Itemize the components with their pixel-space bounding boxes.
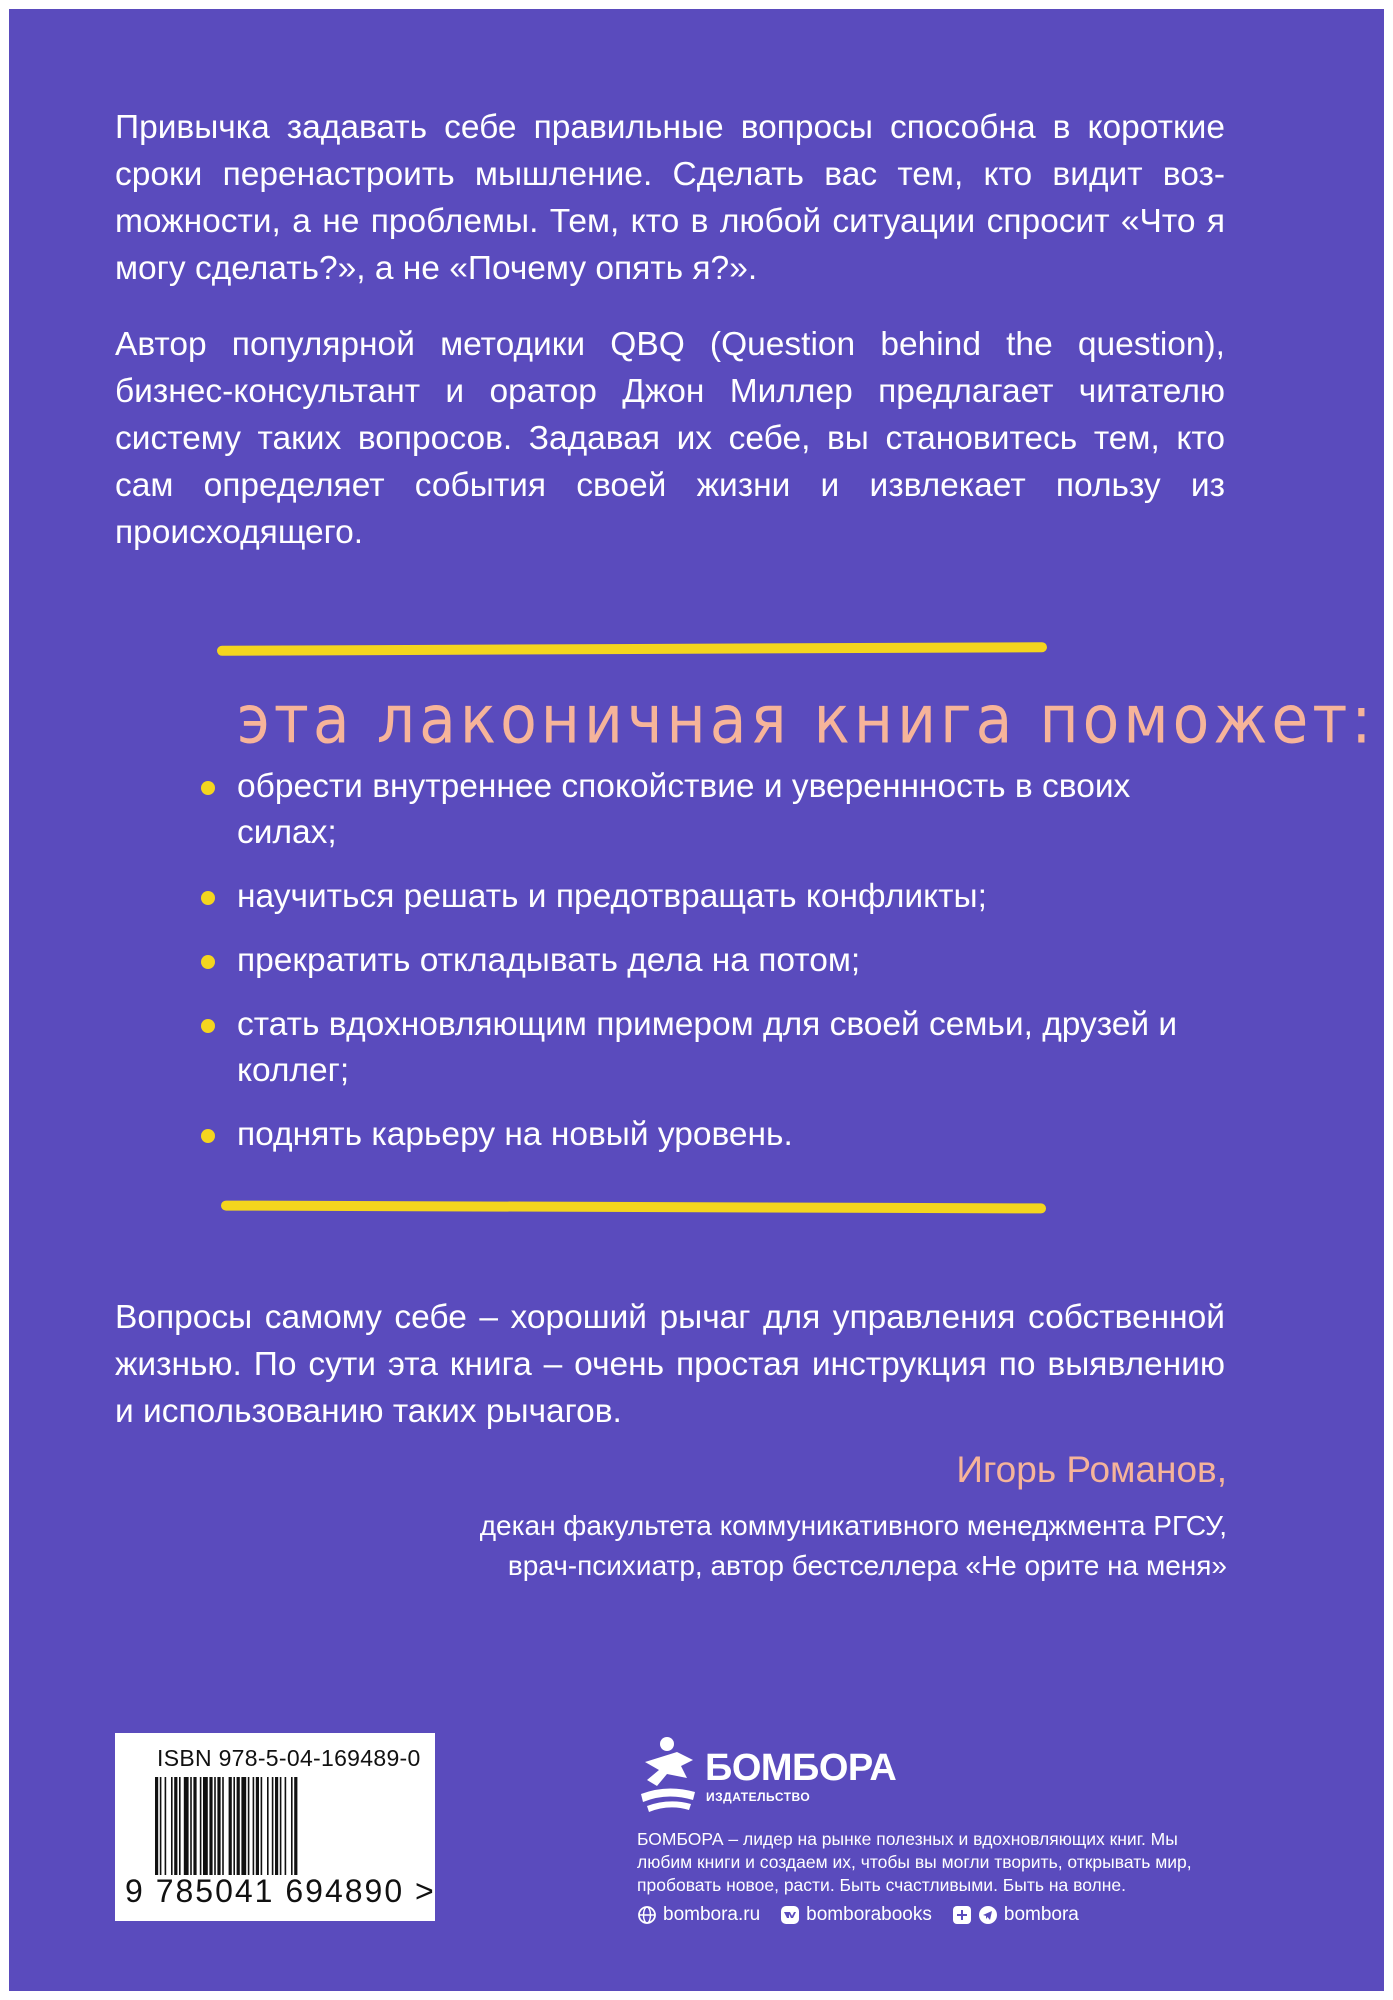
author-description-line: врач-психиатр, автор бестселлера «Не орите на меня» [507,1550,1227,1581]
barcode-bar [184,1777,189,1875]
barcode-bar [256,1777,259,1875]
barcode-bar [203,1777,208,1875]
benefit-text: научиться решать и предотвращать конфликты; [237,878,987,915]
barcode-bar [267,1777,269,1875]
benefit-item [237,938,1197,984]
barcode-bar [229,1777,232,1875]
barcode-bar [190,1777,192,1875]
quote-author-description [480,1506,1227,1586]
website-label: bombora.ru [663,1904,761,1925]
barcode-bar [275,1777,278,1875]
barcode-bar [261,1777,263,1875]
messenger-link[interactable] [952,1904,1079,1926]
barcode-bar [214,1777,216,1875]
intro-paragraph-2: Автор популярной методики QBQ (Question behind the question), бизнес-консультант и оратор Джон Миллер предлагает читателю систему таких вопросов. Задавая их себе, вы становитесь тем, кто сам определяет события своей жизни и извлекает пользу из происходящего. [115,326,1225,551]
globe-icon [637,1905,657,1925]
barcode-bar [217,1777,220,1875]
isbn-barcode [115,1733,435,1921]
barcode-bar [248,1777,250,1875]
barcode-bars [155,1777,405,1875]
vk-label: bomborabooks [806,1904,932,1925]
bullet-dot-icon [201,1129,215,1143]
publisher-socials [637,1904,1079,1926]
publisher-name: БОМБОРА [705,1747,897,1789]
bullet-dot-icon [201,891,215,905]
vk-icon [780,1905,800,1925]
barcode-bar [200,1777,202,1875]
isbn-number: ISBN 978-5-04-169489-0 [157,1745,421,1771]
barcode-bar [280,1777,282,1875]
barcode-bar [253,1777,255,1875]
publisher-description: БОМБОРА – лидер на рынке полезных и вдохновляющих книг. Мы любим книги и создаем их, чтобы вы могли творить, открывать мир, пробовать новое, расти. Быть счастливыми. Быть на волне. [637,1829,1192,1895]
book-back-cover [9,9,1384,1991]
barcode-bar [222,1777,224,1875]
barcode-bar [291,1777,293,1875]
social-label: bombora [1003,1904,1079,1925]
barcode-bar [155,1777,158,1875]
barcode-bar [272,1777,274,1875]
bombora-runner-icon [637,1734,701,1814]
barcode-bar [174,1777,177,1875]
barcode-digits: 9 785041 694890 > [125,1873,436,1909]
benefit-item [237,1002,1197,1094]
benefit-text: прекратить откладывать дела на потом; [237,942,861,979]
bullet-dot-icon [201,781,215,795]
benefit-item [237,764,1197,856]
barcode-bar [165,1777,167,1875]
author-description-line: декан факультета коммуникативного менеджмента РГСУ, [479,1510,1227,1541]
barcode-bar [160,1777,162,1875]
benefit-text: поднять карьеру на новый уровень. [237,1116,793,1153]
publisher-subtitle: ИЗДАТЕЛЬСТВО [706,1790,811,1804]
benefit-item [237,1112,1197,1158]
website-link[interactable] [637,1904,760,1926]
benefits-heading: эта лаконичная книга поможет: [237,681,1376,760]
barcode-bar [171,1777,173,1875]
yellow-brush-stroke-bottom [221,1201,1046,1214]
quote-text: Вопросы самому себе – хороший рычаг для управления собственной жизнью. По сути эта книга – очень простая инструкция по выявлению и использованию таких рычагов. [115,1299,1225,1430]
benefits-list [237,764,1197,1176]
barcode-bar [237,1777,240,1875]
benefit-text: стать вдохновляющим примером для своей семьи, друзей и коллег; [237,1006,1178,1089]
barcode-bar [193,1777,196,1875]
barcode-bar [285,1777,287,1875]
barcode-bar [233,1777,235,1875]
yellow-brush-stroke-top [217,642,1047,656]
barcode-bar [294,1777,297,1875]
bullet-dot-icon [201,955,215,969]
plus-square-icon [952,1905,972,1925]
barcode-bar [209,1777,212,1875]
telegram-icon [978,1905,998,1925]
publisher-logo [637,1734,897,1814]
barcode-bar [179,1777,181,1875]
vk-link[interactable] [780,1904,932,1926]
benefit-text: обрести внутреннее спокойствие и увереннность в своих силах; [237,768,1131,851]
benefit-item [237,874,1197,920]
barcode-bar [241,1777,246,1875]
quote-author: Игорь Романов, [956,1449,1227,1490]
bullet-dot-icon [201,1019,215,1033]
intro-paragraph-1: Привычка задавать себе правильные вопросы способна в короткие сроки перенастроить мышление. Сделать вас тем, кто видит возmожности, а не проблемы. Тем, кто в любой ситуации спросит «Что я могу сделать?», а не «Почему опять я?». [115,109,1225,287]
